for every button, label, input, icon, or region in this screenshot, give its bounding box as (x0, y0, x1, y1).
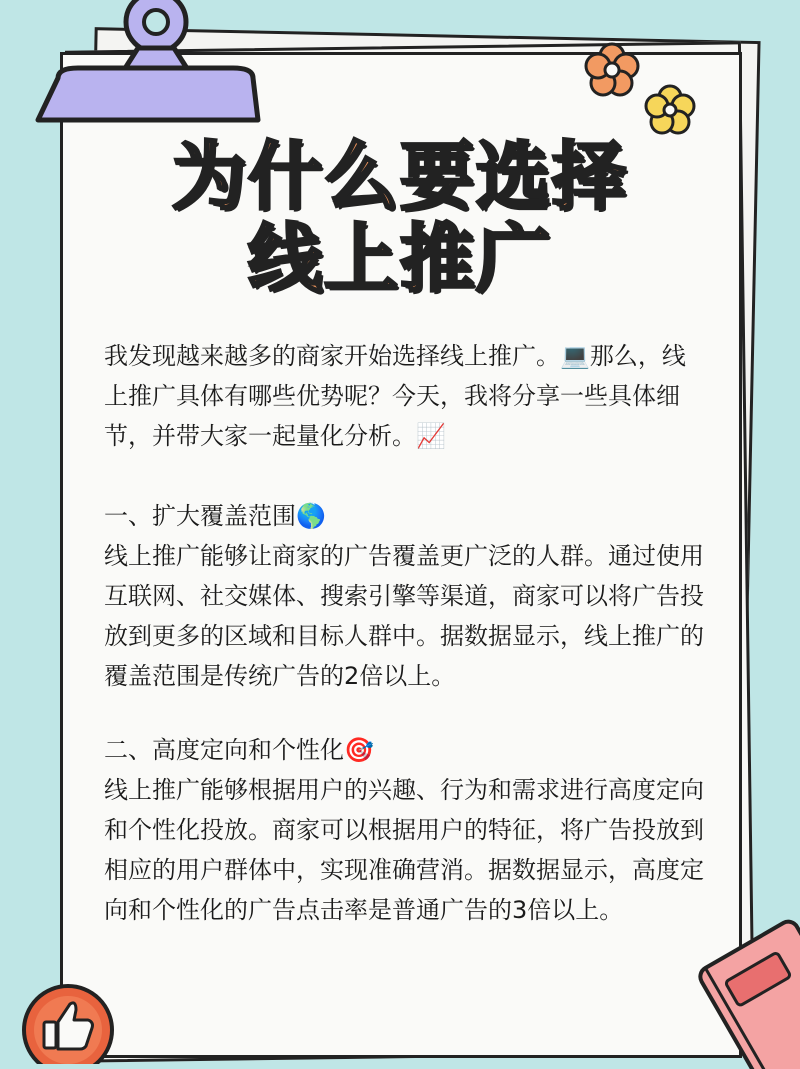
section-body-targeting: 线上推广能够根据用户的兴趣、行为和需求进行高度定向和个性化投放。商家可以根据用户的特征，将广告投放到相应的用户群体中，实现准确营消。据数据显示，高度定向和个性化的广告点击率是普通广告的3倍以上。 (104, 776, 704, 924)
page-title-line-2: 线上推广 (248, 216, 552, 302)
clipboard-clip-icon (18, 0, 268, 130)
section-heading-targeting: 二、高度定向和个性化🎯 (104, 736, 374, 764)
section-body-coverage: 线上推广能够让商家的广告覆盖更广泛的人群。通过使用互联网、社交媒体、搜索引擎等渠道，商家可以将广告投放到更多的区域和目标人群中。据数据显示，线上推广的覆盖范围是传统广告的2倍以上。 (104, 542, 704, 690)
thumbs-up-icon (20, 982, 116, 1064)
book-icon (690, 900, 800, 1069)
page-title-line-1: 为什么要选择 (172, 134, 628, 220)
section-heading-coverage: 一、扩大覆盖范围🌎 (104, 502, 326, 530)
intro-paragraph: 我发现越来越多的商家开始选择线上推广。💻那么，线上推广具体有哪些优势呢？今天，我将分享一些具体细节，并带大家一起量化分析。📈 (104, 342, 686, 450)
flower-icon (578, 40, 708, 140)
